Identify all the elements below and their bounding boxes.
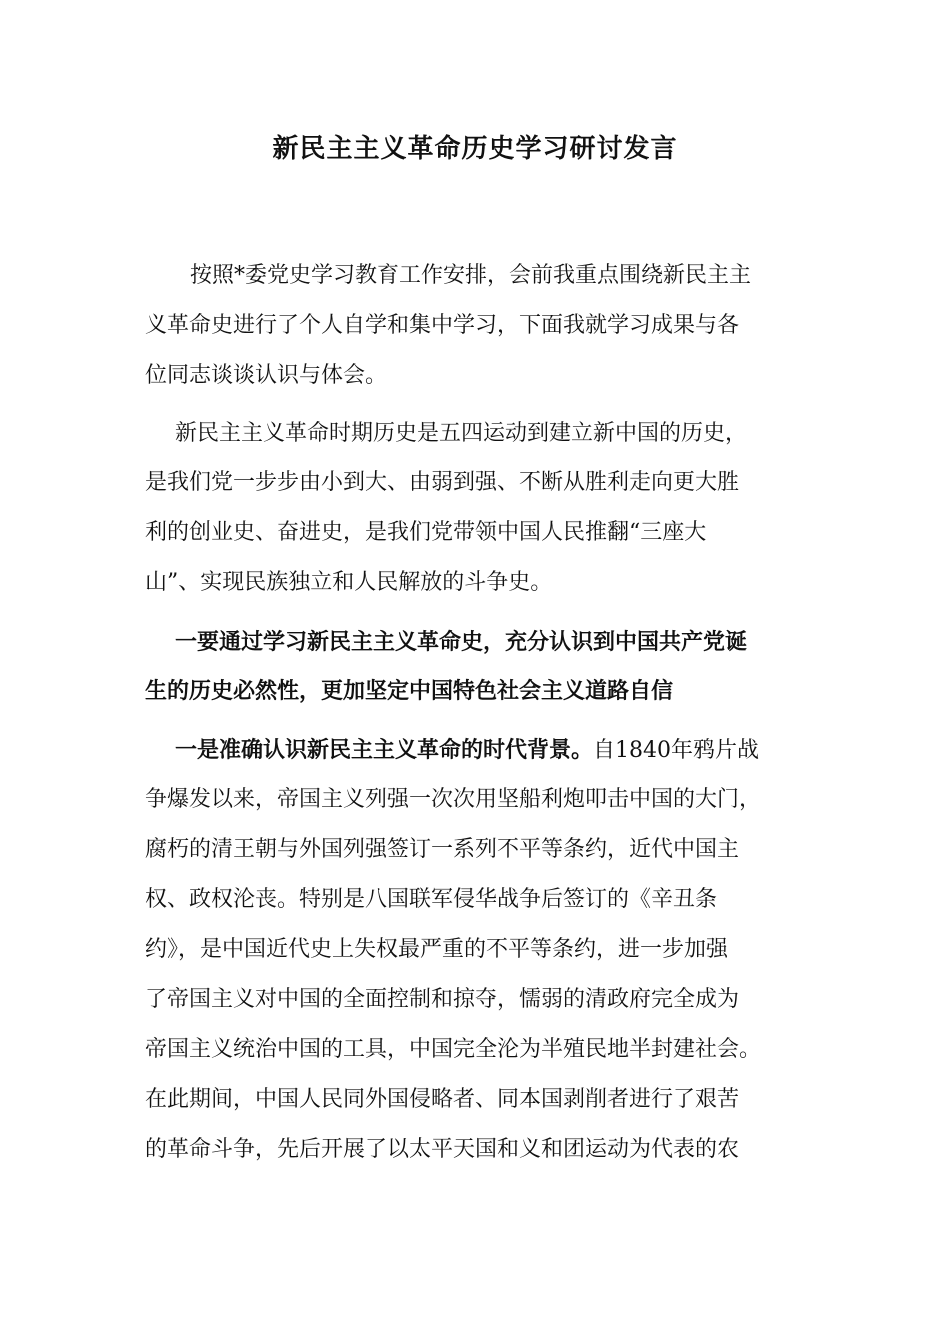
body-line: 争爆发以来，帝国主义列强一次次用坚船利炮叩击中国的大门， [145, 787, 762, 812]
section-heading-line: 生的历史必然性，更加坚定中国特色社会主义道路自信 [145, 678, 674, 704]
body-line: 帝国主义统治中国的工具，中国完全沦为半殖民地半封建社会。 [145, 1037, 762, 1062]
body-line: 约》，是中国近代史上失权最严重的不平等条约，进一步加强 [145, 937, 729, 962]
body-line: 位同志谈谈认识与体会。 [145, 363, 388, 388]
body-line: 按照*委党史学习教育工作安排，会前我重点围绕新民主主 [190, 263, 752, 288]
body-line: 的革命斗争，先后开展了以太平天国和义和团运动为代表的农 [145, 1137, 740, 1162]
body-line: 权、政权沦丧。特别是八国联军侵华战争后签订的《辛丑条 [145, 887, 718, 912]
body-line [175, 732, 759, 769]
body-line: 新民主主义革命时期历史是五四运动到建立新中国的历史， [175, 421, 748, 446]
body-line: 腐朽的清王朝与外国列强签订一系列不平等条约，近代中国主 [145, 837, 740, 862]
section-heading-line: 一要通过学习新民主主义革命史，充分认识到中国共产党诞 [175, 629, 748, 655]
body-text: 自1840年鸦片战 [593, 738, 760, 763]
body-line: 了帝国主义对中国的全面控制和掠夺，懦弱的清政府完全成为 [145, 987, 740, 1012]
body-line: 利的创业史、奋进史，是我们党带领中国人民推翻“三座大 [145, 520, 707, 545]
body-line: 是我们党一步步由小到大、由弱到强、不断从胜利走向更大胜 [145, 470, 740, 495]
subsection-lead: 一是准确认识新民主主义革命的时代背景。 [175, 737, 594, 763]
body-line: 在此期间，中国人民同外国侵略者、同本国剥削者进行了艰苦 [145, 1087, 740, 1112]
body-line: 义革命史进行了个人自学和集中学习，下面我就学习成果与各 [145, 313, 740, 338]
document-title: 新民主主义革命历史学习研讨发言 [272, 134, 678, 164]
body-line: 山”、实现民族独立和人民解放的斗争史。 [145, 570, 553, 595]
